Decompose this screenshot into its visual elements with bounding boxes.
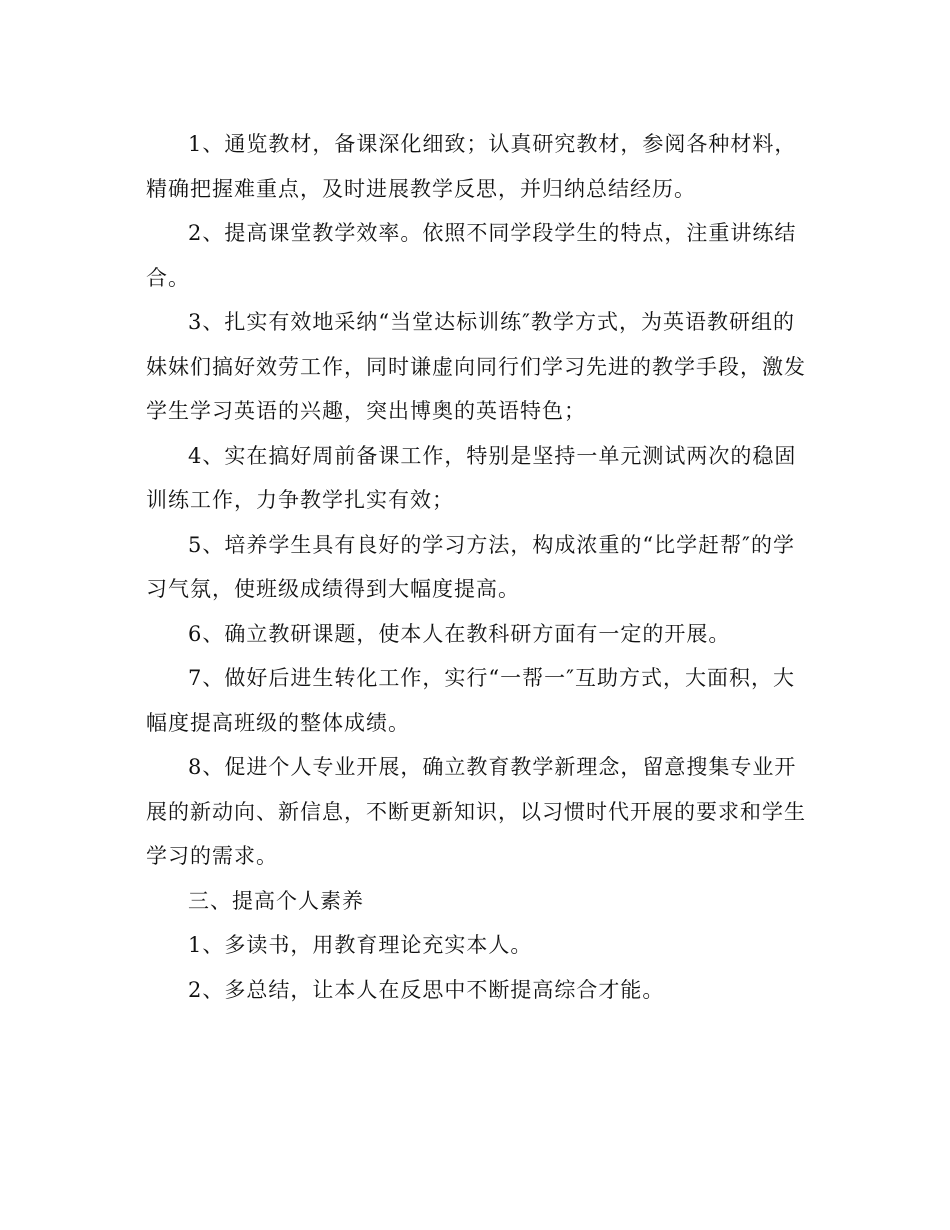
document-body <box>146 122 806 1012</box>
paragraph-6: 6、确立教研课题，使本人在教科研方面有一定的开展。 <box>188 621 731 646</box>
paragraph-10: 2、多总结，让本人在反思中不断提高综合才能。 <box>188 977 665 1002</box>
paragraph-9: 1、多读书，用教育理论充实本人。 <box>188 933 533 957</box>
section-heading: 三、提高个人素养 <box>188 888 364 913</box>
paragraph-7: 7、做好后进生转化工作，实行“一帮一″互助方式，大面积，大幅度提高班级的整体成绩。 <box>146 666 795 735</box>
paragraph-8: 8、促进个人专业开展，确立教育教学新理念，留意搜集专业开展的新动向、新信息，不断更新知识，以习惯时代开展的要求和学生学习的需求。 <box>146 755 806 868</box>
paragraph-1: 1、通览教材，备课深化细致；认真研究教材，参阅各种材料，精确把握难重点，及时进展教学反思，并归纳总结经历。 <box>146 132 797 201</box>
paragraph-4: 4、实在搞好周前备课工作，特别是坚持一单元测试两次的稳固训练工作，力争教学扎实有效； <box>146 443 797 512</box>
paragraph-5: 5、培养学生具有良好的学习方法，构成浓重的“比学赶帮″的学习气氛，使班级成绩得到大幅度提高。 <box>146 532 795 601</box>
paragraph-2: 2、提高课堂教学效率。依照不同学段学生的特点，注重讲练结合。 <box>146 221 797 290</box>
paragraph-3: 3、扎实有效地采纳“当堂达标训练″教学方式，为英语教研组的妹妹们搞好效劳工作，同时谦虚向同行们学习先进的教学手段，激发学生学习英语的兴趣，突出博奥的英语特色； <box>146 310 806 423</box>
